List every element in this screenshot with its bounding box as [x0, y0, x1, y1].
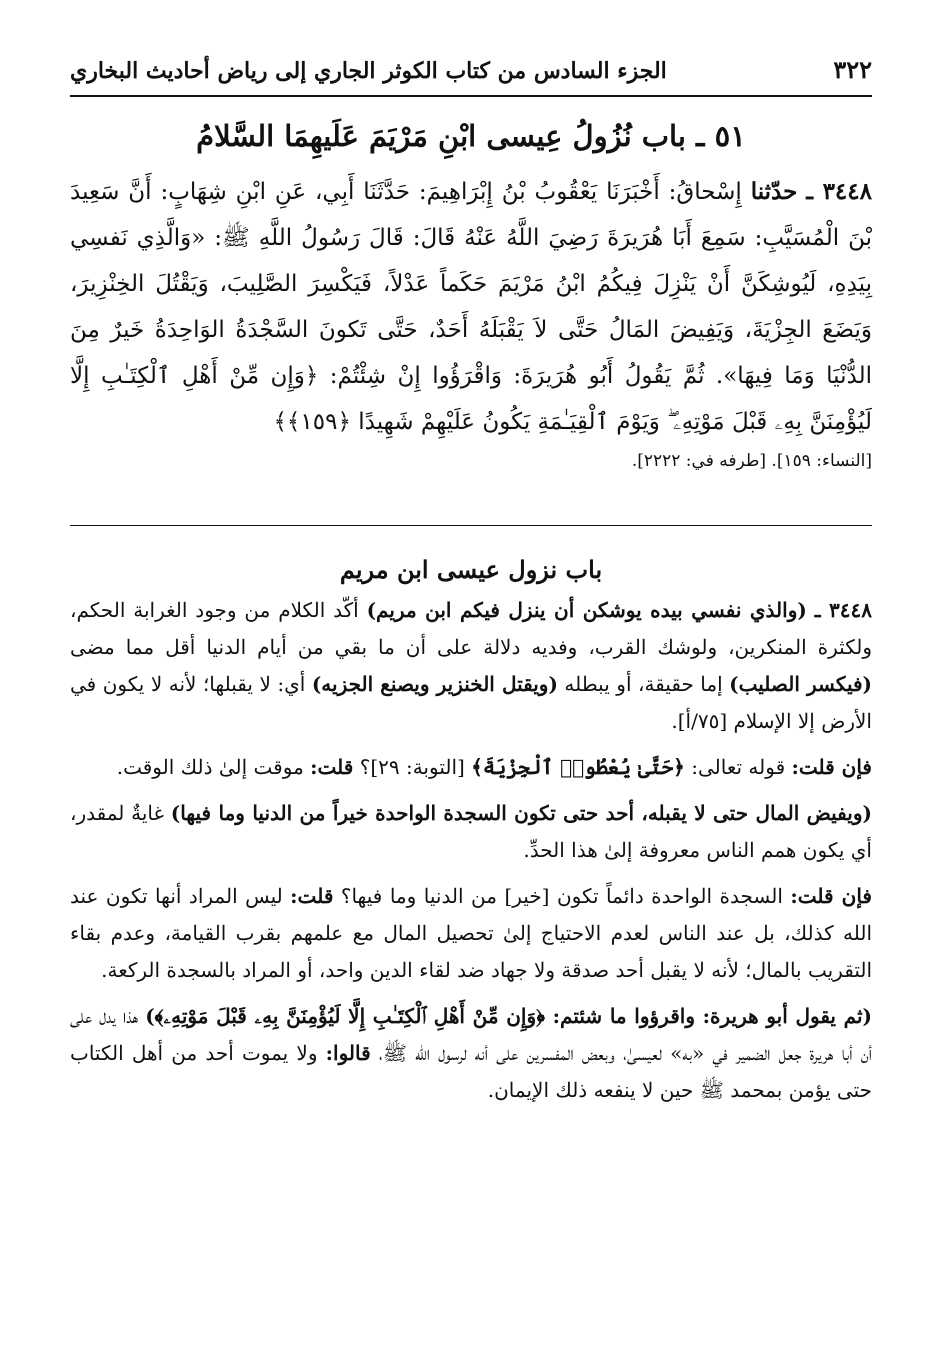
commentary-title: باب نزول عيسى ابن مريم [339, 555, 603, 584]
commentary-paragraph [70, 878, 872, 989]
commentary-text: أكّد الكلام من وجود الغرابة الحكم، ولكثرة المنكرين، ولوشك القرب، وفديه دلالة على أن ما بقي من أيام الدنيا أقل مما مضى [70, 598, 872, 659]
commentary-text: هذا يدل على أن أبا هريرة جعل الضمير في «به» لعيسىٰ، وبعض المفسرين على أنه لرسول الله ﷺ، [70, 1004, 873, 1065]
book-title: الجزء السادس من كتاب الكوثر الجاري إلى رياض أحاديث البخاري [70, 58, 667, 84]
quoted-phrase-end: ) [145, 1004, 155, 1028]
commentary-paragraph [70, 749, 872, 786]
quran-quote: ﴿وَإِن مِّنْ أَهْلِ ٱلْكِتَـٰبِ إِلَّا لَيُؤْمِنَنَّ بِهِۦ قَبْلَ مَوْتِهِۦ﴾ [154, 1004, 545, 1028]
quran-quote: ﴿حَتَّىٰ يُعْطُوا۟ ٱلْجِزْيَةَ﴾ [471, 755, 685, 779]
quoted-phrase: (ويفيض المال حتى لا يقبله، أحد حتى تكون السجدة الواحدة خيراً من الدنيا وما فيها) [170, 801, 872, 825]
commentary-paragraph [70, 795, 872, 869]
answer-label: قلت: [310, 755, 354, 779]
commentary-text: غايةٌ لمقدر، أي يكون همم الناس معروفة إلىٰ هذا الحدِّ. [70, 801, 872, 862]
quoted-phrase: (ثم يقول أبو هريرة: واقرؤوا ما شئتم: [544, 1004, 873, 1028]
hadith-body: إِسْحاقُ: أَخْبَرَنَا يَعْقُوبُ بْنُ إِبْرَاهِيمَ: حَدَّثَنَا أَبِي، عَنِ ابْنِ شِهَابٍ: أَنَّ سَعِيدَ بْنَ الْمُسَيَّبِ: سَمِعَ أَبَا هُرَيرَةَ رَضِيَ اللَّهُ عَنْهُ قَالَ: قَالَ رَسُولُ اللَّهِ ﷺ: «وَالَّذِي نَفسِي بِيَدِهِ، لَيُوشِكَنَّ أَنْ يَنْزِلَ فِيكُمُ ابْنُ مَرْيَمَ حَكَماً عَدْلاً، فَيَكْسِرَ الصَّلِيبَ، وَيَقْتُلَ الخِنْزِيرَ، وَيَضَعَ الجِزْيَةَ، وَيَفِيضَ المَالُ حَتَّى لاَ يَقْبَلَهُ أَحَدٌ، حَتَّى تَكونَ السَّجْدَةُ الوَاحِدَةُ خَيرٌ مِنَ الدُّنْيَا وَمَا فِيهَا». ثُمَّ يَقُولُ أَبُو هُرَيرَةَ: وَاقْرَؤُوا إِنْ شِئْتُمْ: ﴿وَإِن مِّنْ أَهْلِ ٱلْكِتَـٰبِ إِلَّا لَيُؤْمِنَنَّ بِهِۦ قَبْلَ مَوْتِهِۦ ۖ وَيَوْمَ ٱلْقِيَـٰمَةِ يَكُونُ عَلَيْهِمْ شَهِيدًا ﴿١٥٩﴾﴾ [70, 179, 872, 435]
quoted-phrase: (ويقتل الخنزير ويصنع الجزيه) [311, 672, 558, 696]
commentary-text: قوله تعالى: [684, 755, 792, 779]
hadith-text [70, 169, 872, 445]
question-label: فإن قلت: [790, 884, 872, 908]
hadith-reference: [النساء: ١٥٩]. [طرفه في: ٢٢٢٢]. [631, 451, 872, 471]
commentary-text: ولا يموت أحد من أهل الكتاب حتى يؤمن بمحمد ﷺ حين لا ينفعه ذلك الإيمان. [70, 1041, 872, 1102]
hadith-number: ٣٤٤٨ ـ [806, 178, 872, 205]
quran-reference: [التوبة: ٢٩]؟ [353, 755, 472, 779]
hadith-intro: حدّثنا [750, 178, 798, 205]
commentary-text: ليس المراد أنها تكون عند الله كذلك، بل عند الناس لعدم الاحتياج إلىٰ تحصيل المال مع علمهم بقرب القيامة، وعدم بقاء التقريب بالمال؛ لأنه لا يقبل أحد صدقة ولا جهاد ضد لقاء الدين واحد، أو المراد بالسجدة الركعة. [70, 884, 873, 982]
said-label: قالوا: [325, 1041, 371, 1065]
commentary-body [70, 592, 872, 1109]
page-number: ٣٢٢ [833, 55, 872, 84]
commentary-paragraph [70, 592, 872, 740]
quoted-phrase: (والذي نفسي بيده يوشكن أن ينزل فيكم ابن مريم) [366, 598, 807, 622]
commentary-paragraph [70, 998, 872, 1109]
commentary-text: إما حقيقة، أو يبطله [557, 672, 730, 696]
question-label: فإن قلت: [791, 755, 872, 779]
running-header [70, 55, 872, 97]
answer-label: قلت: [290, 884, 334, 908]
quoted-phrase: (فيكسر الصليب) [729, 672, 873, 696]
chapter-title: ٥١ ـ باب نُزُولُ عِيسى ابْنِ مَرْيَمَ عَلَيهِمَا السَّلامُ [196, 119, 746, 153]
commentary-text: موقت إلىٰ ذلك الوقت. [116, 755, 311, 779]
commentary-hadith-number: ٣٤٤٨ ـ [814, 598, 873, 622]
section-divider [70, 525, 872, 526]
commentary-text: أي: لا يقبلها؛ لأنه لا يكون في الأرض إلا الإسلام [٧٥/أ]. [70, 672, 872, 733]
book-page [70, 55, 872, 1118]
commentary-text: السجدة الواحدة دائماً تكون [خير] من الدنيا وما فيها؟ [333, 884, 791, 908]
